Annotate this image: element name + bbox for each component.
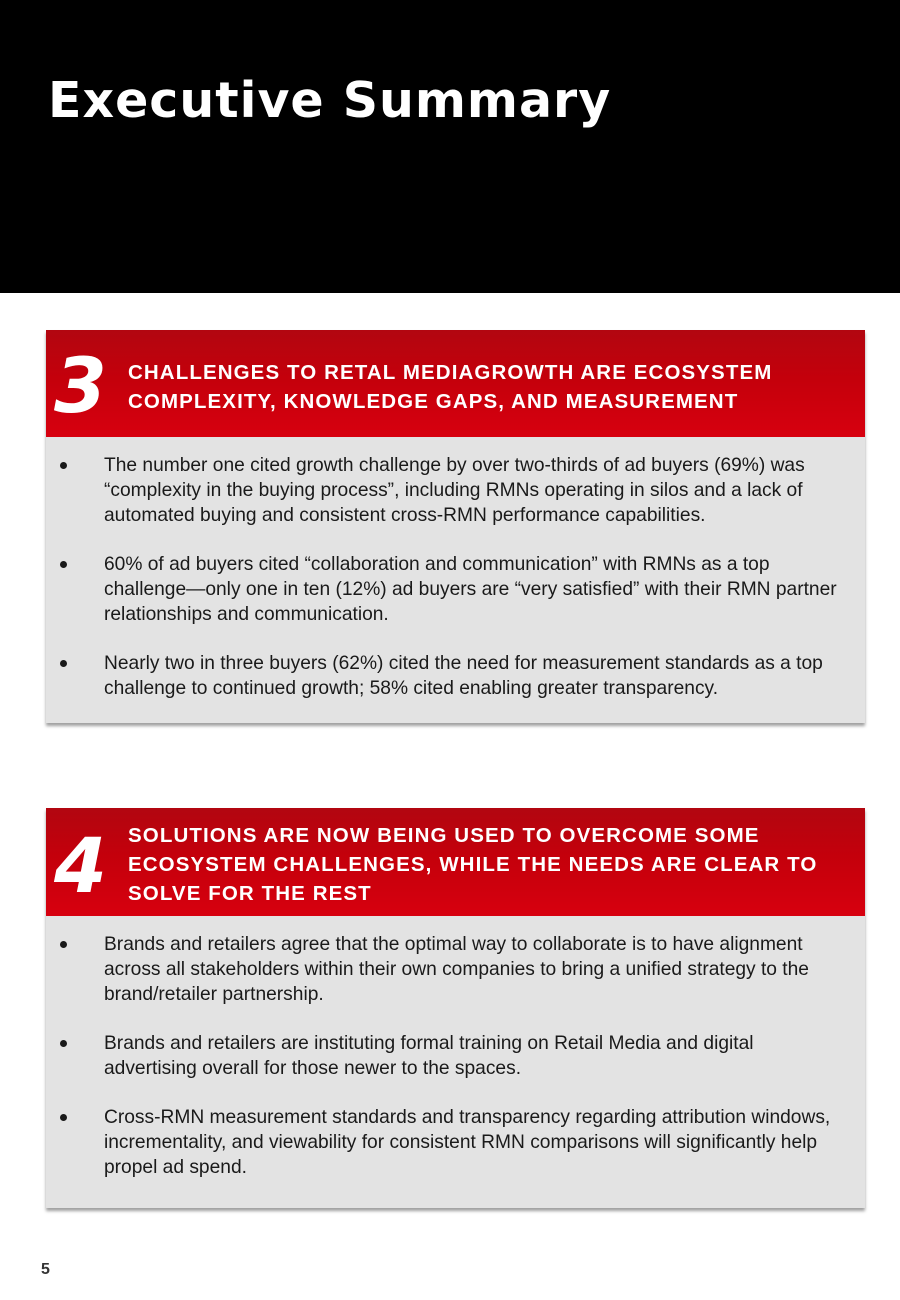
bullet-text: Brands and retailers agree that the optimal way to collaborate is to have alignment across all stakeholders within their own companies to bring a unified strategy to the brand/retailer partnership. xyxy=(104,934,809,1005)
bullet-text: Brands and retailers are instituting formal training on Retail Media and digital advertising overall for those newer to the spaces. xyxy=(104,1033,754,1079)
bullet-dot-icon xyxy=(60,561,67,568)
section-number: 4 xyxy=(54,821,107,910)
bullet-item xyxy=(46,651,847,701)
page-number: 5 xyxy=(41,1261,50,1278)
bullet-dot-icon xyxy=(60,1114,67,1121)
bullet-item xyxy=(46,552,847,627)
bullet-item xyxy=(46,1031,847,1081)
bullet-item xyxy=(46,932,847,1007)
bullet-text: 60% of ad buyers cited “collaboration and communication” with RMNs as a top challenge—only one in ten (12%) ad buyers are “very satisfied” with their RMN partner relationships and communication. xyxy=(104,554,837,625)
bullet-dot-icon xyxy=(60,462,67,469)
section-heading: CHALLENGES TO RETAL MEDIAGROWTH ARE ECOSYSTEM COMPLEXITY, KNOWLEDGE GAPS, AND MEASUREMENT xyxy=(128,361,773,413)
section-card-challenges xyxy=(46,330,865,723)
section-number: 3 xyxy=(54,341,107,430)
bullet-dot-icon xyxy=(60,941,67,948)
bullet-list xyxy=(46,916,865,1180)
section-header xyxy=(46,808,865,916)
bullet-list xyxy=(46,437,865,701)
section-card-solutions xyxy=(46,808,865,1208)
bullet-text: Cross-RMN measurement standards and transparency regarding attribution windows, incrementality, and viewability for consistent RMN comparisons will significantly help propel ad spend. xyxy=(104,1107,831,1178)
bullet-text: Nearly two in three buyers (62%) cited the need for measurement standards as a top challenge to continued growth; 58% cited enabling greater transparency. xyxy=(104,653,823,699)
bullet-text: The number one cited growth challenge by over two-thirds of ad buyers (69%) was “complexity in the buying process”, including RMNs operating in silos and a lack of automated buying and consistent cross-RMN performance capabilities. xyxy=(104,455,805,526)
bullet-item xyxy=(46,453,847,528)
bullet-item xyxy=(46,1105,847,1180)
header-band xyxy=(0,0,900,293)
page-title: Executive Summary xyxy=(48,72,612,129)
section-heading: SOLUTIONS ARE NOW BEING USED TO OVERCOME SOME ECOSYSTEM CHALLENGES, WHILE THE NEEDS ARE CLEAR TO SOLVE FOR THE REST xyxy=(128,824,818,905)
bullet-dot-icon xyxy=(60,660,67,667)
bullet-dot-icon xyxy=(60,1040,67,1047)
section-header xyxy=(46,330,865,437)
